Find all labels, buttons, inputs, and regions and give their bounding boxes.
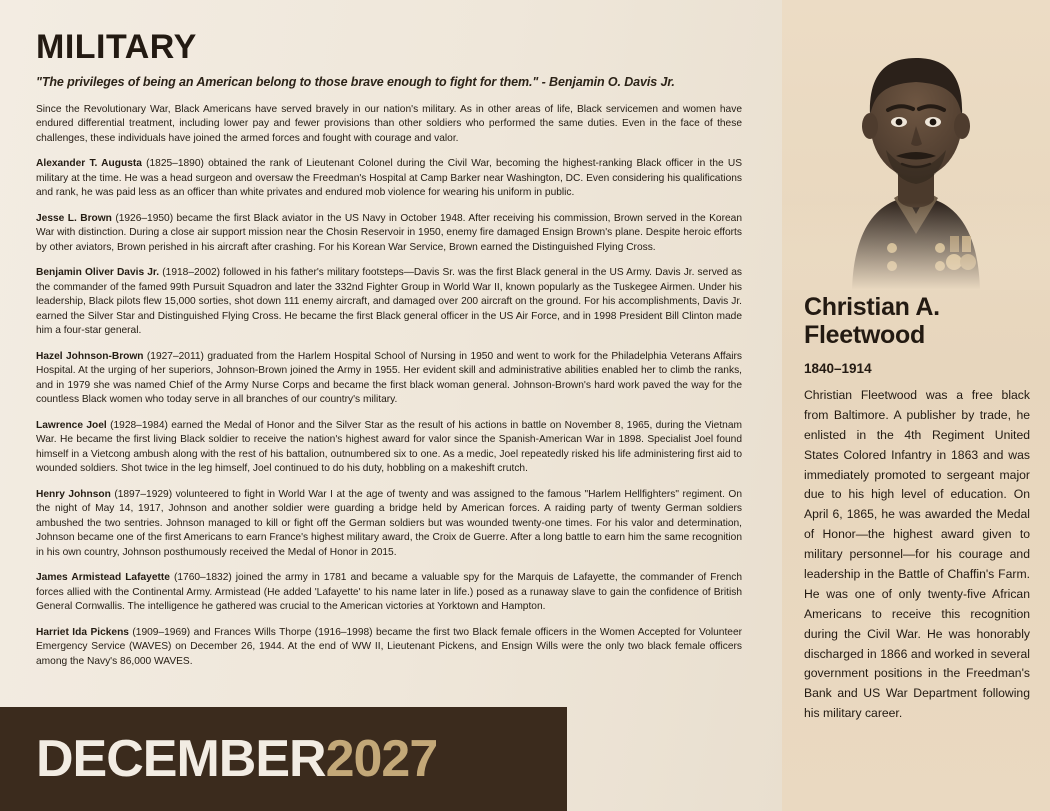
paragraph-text: (1926–1950) became the first Black aviator in the US Navy in October 1948. After receiving his commission, Brown served in the Korean War with distinction. During a close air support mission near the Chosin Reservoir in 1950, enemy fire damaged Ensign Brown's plane. Despite heroic efforts by other aviators, Brown perished in his aircraft after crashing. For his Korean War Service, Brown earned the Distinguished Flying Cross. xyxy=(36,212,742,253)
bio-block xyxy=(782,290,1050,724)
paragraph-lead: Harriet Ida Pickens xyxy=(36,626,129,638)
pull-quote: "The privileges of being an American belong to those brave enough to fight for them." - Benjamin O. Davis Jr. xyxy=(36,75,675,89)
paragraph-text: (1918–2002) followed in his father's military footsteps—Davis Sr. was the first Black general in the US Army. Davis Jr. served as the commander of the famed 99th Pursuit Squadron and later the 332nd Fighter Group in World War II, known popularly as the Tuskegee Airmen. Under his leadership, Black pilots flew 15,000 sorties, shot down 111 enemy aircraft, and damaged over 200 aircraft on the ground. For his accomplishments, Davis Jr. earned the Silver Star and Distinguished Flying Cross. He became the first Black general officer in the US Air Force, and in 1998 President Bill Clinton made him a four-star general. xyxy=(36,267,743,337)
paragraph-johnson-brown xyxy=(36,350,742,408)
paragraph-henry-johnson xyxy=(36,488,742,560)
month-label: DECEMBER xyxy=(36,730,326,788)
paragraph-text: (1909–1969) and Frances Wills Thorpe (1916–1998) became the first two Black female officers in the Women Accepted for Volunteer Emergency Service (WAVES) on December 26, 1944. At the end of WW II, Lieutenant Pickens, and Ensign Wills were the only two black female officers among the Navy's 86,000 WAVES. xyxy=(36,626,743,667)
christian-fleetwood-portrait-illustration xyxy=(782,0,1050,290)
paragraph-brown xyxy=(36,212,742,255)
portrait-frame xyxy=(782,0,1050,290)
paragraph-intro xyxy=(36,103,742,146)
paragraph-text: (1927–2011) graduated from the Harlem Hospital School of Nursing in 1950 and went to work for the Philadelphia Veterans Affairs Hospital. At the urging of her superiors, Johnson-Brown joined the Army in 1955. Her evident skill and administrative abilities enabled her to climb the ranks, and in 1979 she was named Chief of the Army Nurse Corps and became the first black woman general. Johnson-Brown's hard work paved the way for the countless Black women who today serve in all branches of our country's military. xyxy=(36,350,742,406)
bio-dates: 1840–1914 xyxy=(804,361,872,376)
bio-name: Christian A. Fleetwood xyxy=(804,293,940,349)
paragraph-text: Since the Revolutionary War, Black Americans have served bravely in our nation's military. As in other areas of life, Black servicemen and women have endured differential treatment, including lower pay and fewer provisions than other soldiers who performed the same duties. Even in the face of these challenges, these individuals have joined the armed forces and fought with courage and valor. xyxy=(36,104,742,144)
paragraph-pickens xyxy=(36,626,742,669)
paragraph-lead: Lawrence Joel xyxy=(36,419,107,431)
paragraph-text: (1825–1890) obtained the rank of Lieutenant Colonel during the Civil War, becoming the highest-ranking Black officer in the US military at the time. He was a head surgeon and oversaw the Freedman's Hospital at Camp Barker near Washington, DC. Even considering his qualifications and rank, he was paid less as an officer than white privates and endured mob violence for wearing his uniform in public. xyxy=(36,158,742,199)
paragraph-text: (1928–1984) earned the Medal of Honor and the Silver Star as the result of his actions in battle on November 8, 1965, during the Vietnam War. He became the first living Black soldier to receive the nation's highest award for valor since the Spanish-American War in 1898. Specialist Joel found himself in a Vietcong ambush along with the rest of his battalion, outnumbered six to one. As a medic, Joel repeatedly risked his life administering first aid to wounded soldiers. Shot twice in the leg himself, Joel continued to do his duty, hobbling on a makeshift crutch. xyxy=(36,419,742,475)
paragraph-lead: James Armistead Lafayette xyxy=(36,572,170,584)
paragraph-davis xyxy=(36,266,742,338)
paragraph-lead: Jesse L. Brown xyxy=(36,212,112,224)
paragraph-lead: Henry Johnson xyxy=(36,488,111,500)
year-label: 2027 xyxy=(325,730,438,788)
paragraph-lafayette xyxy=(36,571,742,614)
sidebar xyxy=(782,0,1050,811)
paragraph-text: (1760–1832) joined the army in 1781 and became a valuable spy for the Marquis de Lafayette, the commander of French forces allied with the Continental Army. Armistead (He added 'Lafayette' to his name later in life.) posed as a runaway slave to gain the confidence of British General Cornwallis. The intelligence he gathered was crucial to the American victories at Yorktown and Hampton. xyxy=(36,572,742,613)
paragraph-text: (1897–1929) volunteered to fight in World War I at the age of twenty and was assigned to the famous "Harlem Hellfighters" regiment. On the night of May 14, 1917, Johnson and another soldier were guarding a bridge held by American forces. A raiding party of twenty German soldiers ambushed the two sentries. Johnson managed to kill or fight off the German soldiers but was wounded twenty-one times. For his valor and determination, Johnson became one of the first Americans to earn France's highest military award, the Croix de Guerre. After a long battle to earn him the same recognition in his own country, Johnson posthumously received the Medal of Honor in 2015. xyxy=(36,488,743,558)
paragraph-joel xyxy=(36,419,742,477)
paragraph-lead: Hazel Johnson-Brown xyxy=(36,350,144,362)
month-footer-bar xyxy=(0,707,567,811)
bio-text: Christian Fleetwood was a free black from Baltimore. A publisher by trade, he enlisted in the 4th Regiment United States Colored Infantry in 1863 and was immediately promoted to sergeant major due to his high level of education. On April 6, 1865, he was awarded the Medal of Honor—the highest award given to military personnel—for his courage and leadership in the Battle of Chaffin's Farm. He was one of only twenty-five African Americans to receive this recognition during the Civil War. He was honorably discharged in 1866 and worked in several government positions in the Freedman's Bank and US War Department following his military career. xyxy=(804,388,1030,721)
page-title: MILITARY xyxy=(36,28,197,66)
paragraph-lead: Alexander T. Augusta xyxy=(36,158,142,170)
paragraph-augusta xyxy=(36,157,742,200)
month-year-label xyxy=(0,730,438,788)
paragraph-lead: Benjamin Oliver Davis Jr. xyxy=(36,267,160,279)
